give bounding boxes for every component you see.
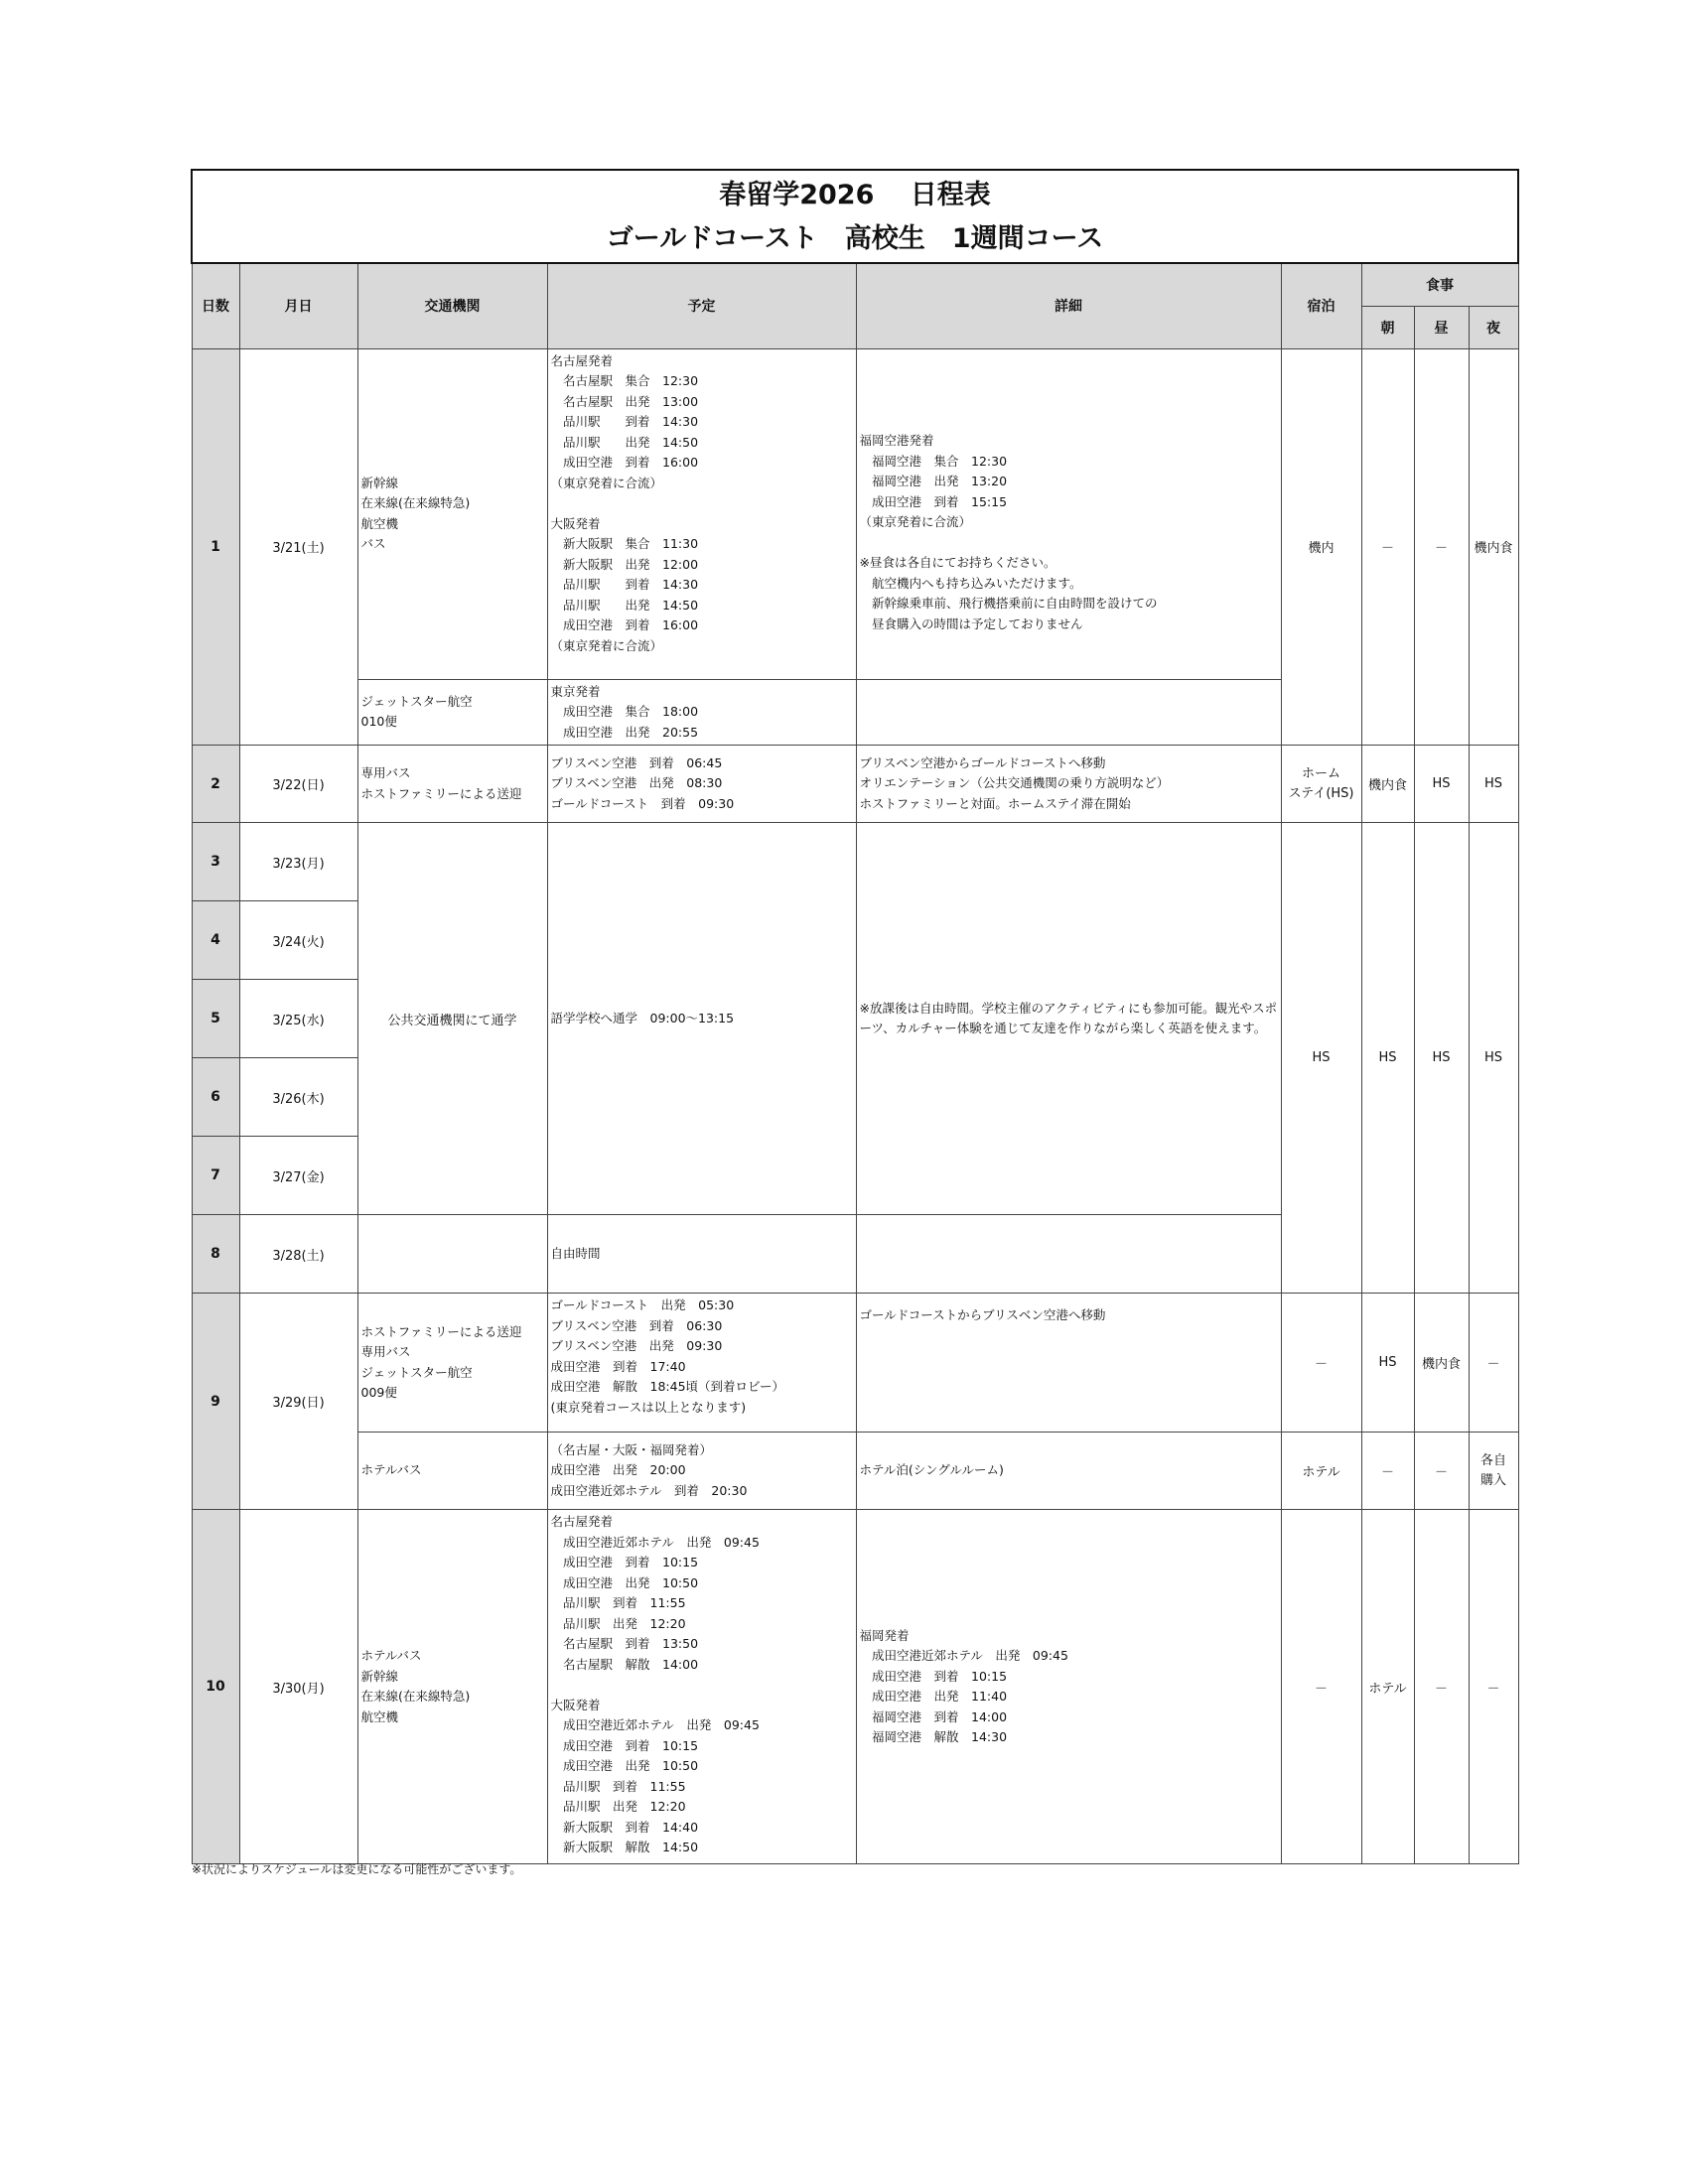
dinner-cell: － [1469, 1510, 1518, 1864]
header-dinner: 夜 [1469, 306, 1518, 348]
table-row [192, 348, 1518, 679]
lodging-cell: － [1281, 1510, 1361, 1864]
header-plan: 予定 [547, 263, 856, 348]
day-number: 3 [192, 823, 239, 901]
day-number: 4 [192, 901, 239, 980]
header-breakfast: 朝 [1361, 306, 1414, 348]
title-cell [192, 170, 1518, 263]
table-row [192, 1510, 1518, 1864]
header-meals: 食事 [1361, 263, 1518, 306]
header-row [192, 263, 1518, 306]
dinner-cell: HS [1469, 823, 1518, 1294]
plan-cell: 名古屋発着 成田空港近郊ホテル 出発 09:45 成田空港 到着 10:15 成田空港 出発 10:50 品川駅 到着 11:55 品川駅 出発 12:20 名古屋駅 到着 13:50 名古屋駅 解散 14:00 大阪発着 成田空港近郊ホテル 出発 09:45 成田空港 到着 10:15 成田空港 出発 10:50 品川駅 到着 11:55 品川駅 出発 12:20 新大阪駅 到着 14:40 新大阪駅 解散 14:50 [547, 1510, 856, 1864]
detail-cell: ホテル泊(シングルルーム) [856, 1433, 1281, 1510]
transport-cell [357, 1215, 547, 1294]
detail-cell: ※放課後は自由時間。学校主催のアクティビティにも参加可能。観光やスポーツ、カルチャー体験を通じて友達を作りながら楽しく英語を使えます。 [856, 823, 1281, 1215]
schedule-sheet [191, 169, 1517, 1864]
date-cell: 3/27(金) [239, 1137, 357, 1215]
page-subtitle: ゴールドコースト 高校生 1週間コース [606, 223, 1104, 254]
lodging-cell: ホーム ステイ(HS) [1281, 746, 1361, 823]
table-row [192, 746, 1518, 823]
plan-cell: 自由時間 [547, 1215, 856, 1294]
day-number: 9 [192, 1294, 239, 1510]
transport-cell: ホテルバス 新幹線 在来線(在来線特急) 航空機 [357, 1510, 547, 1864]
title-row [192, 170, 1518, 263]
date-cell: 3/23(月) [239, 823, 357, 901]
day-number: 10 [192, 1510, 239, 1864]
detail-cell: 福岡空港発着 福岡空港 集合 12:30 福岡空港 出発 13:20 成田空港 到着 15:15 （東京発着に合流） ※昼食は各自にてお持ちください。 航空機内へも持ち込みいただけます。 新幹線乗車前、飛行機搭乗前に自由時間を設けての 昼食購入の時間は予定しておりません [856, 348, 1281, 679]
transport-cell: ホテルバス [357, 1433, 547, 1510]
detail-cell: 福岡発着 成田空港近郊ホテル 出発 09:45 成田空港 到着 10:15 成田空港 出発 11:40 福岡空港 到着 14:00 福岡空港 解散 14:30 [856, 1510, 1281, 1864]
transport-cell: 専用バス ホストファミリーによる送迎 [357, 746, 547, 823]
lunch-cell: － [1414, 348, 1469, 746]
plan-cell: （名古屋・大阪・福岡発着） 成田空港 出発 20:00 成田空港近郊ホテル 到着 20:30 [547, 1433, 856, 1510]
detail-cell: ブリスベン空港からゴールドコーストへ移動 オリエンテーション（公共交通機関の乗り方説明など） ホストファミリーと対面。ホームステイ滞在開始 [856, 746, 1281, 823]
breakfast-cell: 機内食 [1361, 746, 1414, 823]
header-day: 日数 [192, 263, 239, 348]
breakfast-cell: HS [1361, 823, 1414, 1294]
schedule-table [191, 169, 1519, 1864]
transport-cell: ホストファミリーによる送迎 専用バス ジェットスター航空 009便 [357, 1294, 547, 1433]
transport-cell: 新幹線 在来線(在来線特急) 航空機 バス [357, 348, 547, 679]
table-row [192, 1433, 1518, 1510]
day-number: 8 [192, 1215, 239, 1294]
plan-cell: 名古屋発着 名古屋駅 集合 12:30 名古屋駅 出発 13:00 品川駅 到着 14:30 品川駅 出発 14:50 成田空港 到着 16:00 （東京発着に合流） 大阪発着 新大阪駅 集合 11:30 新大阪駅 出発 12:00 品川駅 到着 14:30 品川駅 出発 14:50 成田空港 到着 16:00 （東京発着に合流） [547, 348, 856, 679]
lunch-cell: － [1414, 1510, 1469, 1864]
header-detail: 詳細 [856, 263, 1281, 348]
lunch-cell: HS [1414, 823, 1469, 1294]
day-number: 2 [192, 746, 239, 823]
detail-cell [856, 1215, 1281, 1294]
plan-cell: ブリスベン空港 到着 06:45 ブリスベン空港 出発 08:30 ゴールドコースト 到着 09:30 [547, 746, 856, 823]
dinner-cell: 各自 購入 [1469, 1433, 1518, 1510]
date-cell: 3/29(日) [239, 1294, 357, 1510]
page-title: 春留学2026 日程表 [719, 180, 991, 210]
table-row [192, 1294, 1518, 1433]
lodging-cell: 機内 [1281, 348, 1361, 746]
detail-cell [856, 679, 1281, 746]
day-number: 6 [192, 1058, 239, 1137]
day-number: 5 [192, 980, 239, 1058]
date-cell: 3/21(土) [239, 348, 357, 746]
day-number: 1 [192, 348, 239, 746]
date-cell: 3/28(土) [239, 1215, 357, 1294]
header-transport: 交通機関 [357, 263, 547, 348]
header-date: 月日 [239, 263, 357, 348]
footer-note: ※状況によりスケジュールは変更になる可能性がございます。 [192, 1862, 522, 1876]
breakfast-cell: ホテル [1361, 1510, 1414, 1864]
plan-cell: 東京発着 成田空港 集合 18:00 成田空港 出発 20:55 [547, 679, 856, 746]
lodging-cell: － [1281, 1294, 1361, 1433]
breakfast-cell: HS [1361, 1294, 1414, 1433]
transport-cell: 公共交通機関にて通学 [357, 823, 547, 1215]
date-cell: 3/26(木) [239, 1058, 357, 1137]
header-lunch: 昼 [1414, 306, 1469, 348]
dinner-cell: － [1469, 1294, 1518, 1433]
lunch-cell: － [1414, 1433, 1469, 1510]
transport-cell: ジェットスター航空 010便 [357, 679, 547, 746]
plan-cell: ゴールドコースト 出発 05:30 ブリスベン空港 到着 06:30 ブリスベン空港 出発 09:30 成田空港 到着 17:40 成田空港 解散 18:45頃（到着ロビー） (東京発着コースは以上となります) [547, 1294, 856, 1433]
dinner-cell: HS [1469, 746, 1518, 823]
lunch-cell: HS [1414, 746, 1469, 823]
lodging-cell: HS [1281, 823, 1361, 1294]
detail-cell: ゴールドコーストからブリスベン空港へ移動 [856, 1294, 1281, 1433]
table-row [192, 823, 1518, 901]
breakfast-cell: － [1361, 1433, 1414, 1510]
date-cell: 3/25(水) [239, 980, 357, 1058]
day-number: 7 [192, 1137, 239, 1215]
plan-cell: 語学学校へ通学 09:00～13:15 [547, 823, 856, 1215]
breakfast-cell: － [1361, 348, 1414, 746]
date-cell: 3/24(火) [239, 901, 357, 980]
date-cell: 3/30(月) [239, 1510, 357, 1864]
lunch-cell: 機内食 [1414, 1294, 1469, 1433]
header-lodging: 宿泊 [1281, 263, 1361, 348]
date-cell: 3/22(日) [239, 746, 357, 823]
dinner-cell: 機内食 [1469, 348, 1518, 746]
lodging-cell: ホテル [1281, 1433, 1361, 1510]
